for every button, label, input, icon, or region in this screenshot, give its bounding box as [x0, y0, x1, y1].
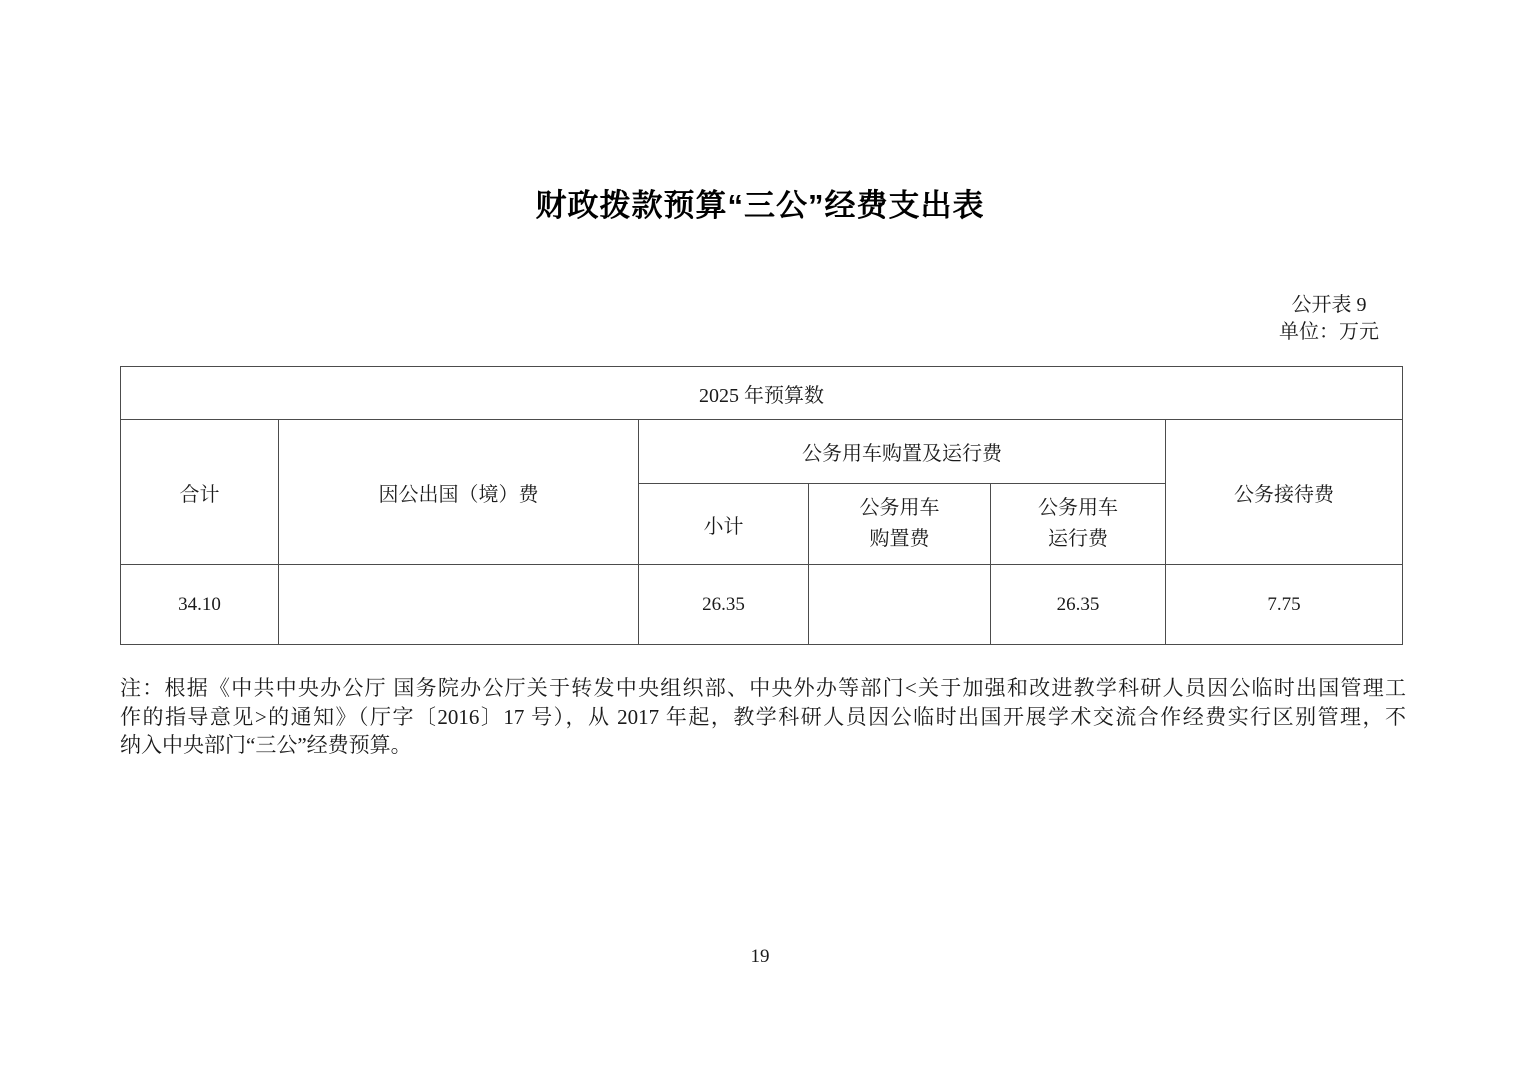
header-operation-line1: 公务用车	[1038, 497, 1118, 519]
header-subtotal: 小计	[639, 484, 809, 565]
table-tag-label: 公开表 9	[1291, 294, 1367, 316]
header-operation	[991, 484, 1166, 565]
header-purchase-line2: 购置费	[869, 528, 930, 550]
footnote-line-3: 纳入中央部门“三公”经费预算。	[120, 733, 412, 757]
footnote-line-2: 作的指导意见>的通知》（厅字〔2016〕17 号），从 2017 年起，教学科研人员因公临时出国开展学术交流合作经费实行区别管理，不	[120, 704, 1406, 729]
value-abroad	[279, 565, 639, 645]
budget-table	[120, 366, 1403, 645]
value-reception: 7.75	[1166, 565, 1403, 645]
unit-label: 单位：万元	[1279, 321, 1379, 343]
header-purchase-line1: 公务用车	[859, 497, 940, 519]
header-purchase	[809, 484, 991, 565]
value-operation: 26.35	[991, 565, 1166, 645]
value-total: 34.10	[121, 565, 279, 645]
value-purchase	[809, 565, 991, 645]
header-reception: 公务接待费	[1166, 420, 1403, 565]
table-row-data	[121, 565, 1403, 645]
table-row-year	[121, 367, 1403, 420]
table-row-group-header	[121, 420, 1403, 484]
value-subtotal: 26.35	[639, 565, 809, 645]
header-operation-line2: 运行费	[1048, 528, 1108, 550]
table-meta	[1238, 292, 1420, 346]
header-vehicle-group: 公务用车购置及运行费	[639, 420, 1166, 484]
header-total: 合计	[121, 420, 279, 565]
page-number: 19	[750, 946, 770, 967]
page-title: 财政拨款预算“三公”经费支出表	[535, 188, 985, 223]
footnote-line-1: 注：根据《中共中央办公厅 国务院办公厅关于转发中央组织部、中央外办等部门<关于加强和改进教学科研人员因公临时出国管理工	[120, 676, 1406, 700]
year-header-cell: 2025 年预算数	[121, 367, 1403, 420]
header-abroad: 因公出国（境）费	[279, 420, 639, 565]
footnote	[120, 674, 1406, 760]
